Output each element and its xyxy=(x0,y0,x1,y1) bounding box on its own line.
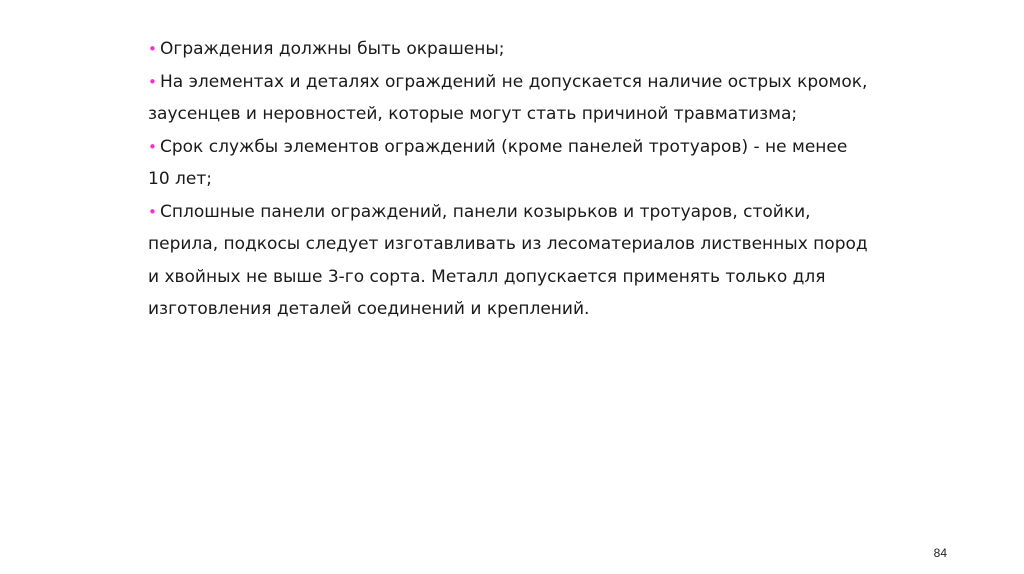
bullet-icon: • xyxy=(148,40,157,58)
bullet-line: и хвойных не выше 3-го сорта. Металл допускается применять только для xyxy=(148,266,826,287)
bullet-text: На элементах и деталях ограждений не допускается наличие острых кромок, xyxy=(160,71,868,92)
bullet-icon: • xyxy=(148,202,157,221)
bullet-item-service-life xyxy=(148,131,888,196)
bullet-item-painted xyxy=(148,33,888,66)
bullet-line xyxy=(148,66,888,99)
bullet-line xyxy=(148,33,888,66)
bullet-icon: • xyxy=(148,72,157,91)
bullet-line: перила, подкосы следует изготавливать из лесоматериалов лиственных пород xyxy=(148,234,868,254)
bullet-icon: • xyxy=(148,137,157,156)
page-number: 84 xyxy=(933,546,947,560)
bullet-text: Сплошные панели ограждений, панели козырьков и тротуаров, стойки, xyxy=(160,201,811,222)
bullet-line xyxy=(148,196,888,229)
bullet-text: Срок службы элементов ограждений (кроме панелей тротуаров) - не менее xyxy=(160,136,848,157)
bullet-item-materials xyxy=(148,196,888,326)
bullet-text: Ограждения должны быть окрашены; xyxy=(160,39,505,59)
bullet-line: заусенцев и неровностей, которые могут стать причиной травматизма; xyxy=(148,104,798,124)
bullet-line xyxy=(148,131,888,164)
slide-body xyxy=(148,33,888,326)
bullet-line: изготовления деталей соединений и креплений. xyxy=(148,299,590,319)
bullet-line: 10 лет; xyxy=(148,169,212,189)
bullet-item-sharp-edges xyxy=(148,66,888,131)
